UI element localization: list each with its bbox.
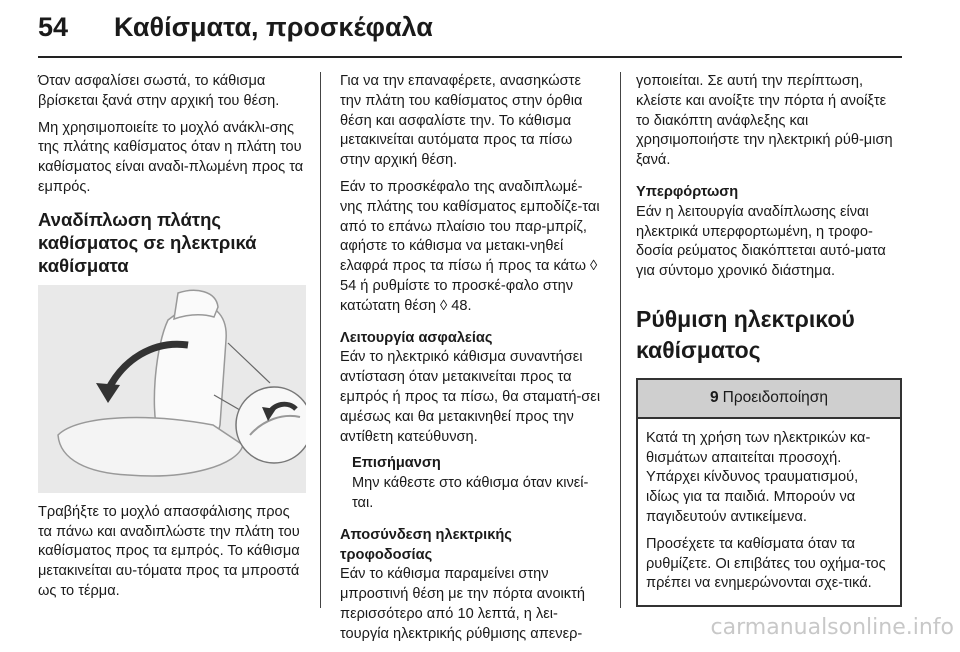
warning-header — [638, 380, 900, 419]
heading-electric-seat: Ρύθμιση ηλεκτρικού καθίσματος — [636, 305, 855, 363]
paragraph: Τραβήξτε το μοχλό απασφάλισης προς τα πάνω και αναδιπλώστε την πλάτη του καθίσματος προς τα εμπρός. Το κάθισμα μετακινείται αυ-τόματα προς τα μπροστά ως το τέρμα. — [38, 503, 300, 599]
column-divider — [320, 72, 321, 608]
paragraph: Μη χρησιμοποιείτε το μοχλό ανάκλι-σης της πλάτης καθίσματος όταν η πλάτη του καθίσματος είναι αναδι-πλωμένη προς τα εμπρός. — [38, 119, 304, 195]
page-number: 54 — [38, 12, 69, 42]
warning-box — [636, 378, 902, 607]
paragraph: Εάν το κάθισμα παραμείνει στην μπροστινή θέση με την πόρτα ανοικτή περισσότερο από 10 λεπτά, η λει-τουργία ηλεκτρικής ρύθμισης απενερ- — [340, 566, 585, 642]
paragraph: Εάν το προσκέφαλο της αναδιπλωμέ-νης πλάτης του καθίσματος εμποδίζε-ται από το επάνω πλαίσιο του παρ-μπρίζ, αφήστε το κάθισμα να μετακι-νηθεί ελαφρά προς τα πίσω ή προς τα κάτω ◊ 54 ή ρυθμίστε το προσκέ-φαλο στην κατώτατη θέση ◊ 48. — [340, 178, 600, 314]
headrest-shape — [174, 290, 218, 319]
fold-arrow-head-icon — [96, 383, 120, 403]
section-title: Καθίσματα, προσκέφαλα — [114, 12, 433, 42]
seat-fold-illustration — [38, 285, 306, 493]
column-left — [38, 72, 306, 609]
lever-detail-circle — [236, 387, 306, 463]
seat-illustration-svg — [38, 285, 306, 493]
subheading-safety: Λειτουργία ασφαλείας — [340, 329, 493, 346]
paragraph: Εάν η λειτουργία αναδίπλωσης είναι ηλεκτρικά υπερφορτωμένη, η τροφο-δοσία ρεύματος διακόπτεται αυτό-ματα για σύντομο χρονικό διάστημα. — [636, 203, 886, 280]
warning-body — [638, 419, 900, 605]
warning-icon: 9 — [710, 388, 719, 406]
warning-title: Προειδοποίηση — [722, 388, 828, 406]
note-title: Επισήμανση — [352, 455, 441, 472]
column-right — [636, 72, 902, 607]
paragraph: Εάν το ηλεκτρικό κάθισμα συναντήσει αντίσταση όταν μετακινείται προς τα εμπρός ή προς τα πίσω, θα σταματή-σει αμέσως και θα μετακινηθεί προς την αντίθετη κατεύθυνση. — [340, 349, 601, 445]
page-header — [38, 0, 902, 58]
seat-cushion-shape — [58, 417, 243, 475]
watermark-text: carmanualsonline.info — [710, 615, 954, 640]
warning-text: Κατά τη χρήση των ηλεκτρικών κα-θισμάτων απαιτείται προσοχή. Υπάρχει κίνδυνος τραυματισμού, ιδίως για τα παιδιά. Μπορούν να παγιδευτούν αντικείμενα. — [646, 429, 871, 525]
subheading-overload: Υπερφόρτωση — [636, 183, 739, 200]
paragraph: Για να την επαναφέρετε, ανασηκώστε την πλάτη του καθίσματος στην όρθια θέση και ασφαλίστε την. Το κάθισμα μετακινείται αυτόματα προς τα πίσω στην αρχική θέση. — [340, 73, 583, 169]
subheading-disconnect: Αποσύνδεση ηλεκτρικής τροφοδοσίας — [340, 526, 512, 563]
column-middle — [340, 72, 604, 652]
callout-line — [228, 343, 270, 383]
paragraph: γοποιείται. Σε αυτή την περίπτωση, κλείστε και ανοίξτε την πόρτα ή ανοίξτε το διακόπτη ανάφλεξης και χρησιμοποιήστε την ηλεκτρική ρύθ-μιση ξανά. — [636, 73, 893, 169]
note-text: Μην κάθεστε στο κάθισμα όταν κινεί-ται. — [352, 475, 589, 511]
column-divider — [620, 72, 621, 608]
paragraph: Όταν ασφαλίσει σωστά, το κάθισμα βρίσκεται ξανά στην αρχική του θέση. — [38, 73, 280, 109]
heading-fold-backrest: Αναδίπλωση πλάτης καθίσματος σε ηλεκτρικά καθίσματα — [38, 208, 257, 276]
note-box — [340, 454, 604, 513]
warning-text: Προσέχετε τα καθίσματα όταν τα ρυθμίζετε. Οι επιβάτες του οχήμα-τος πρέπει να ενημερώνονται σχε-τικά. — [646, 535, 886, 592]
